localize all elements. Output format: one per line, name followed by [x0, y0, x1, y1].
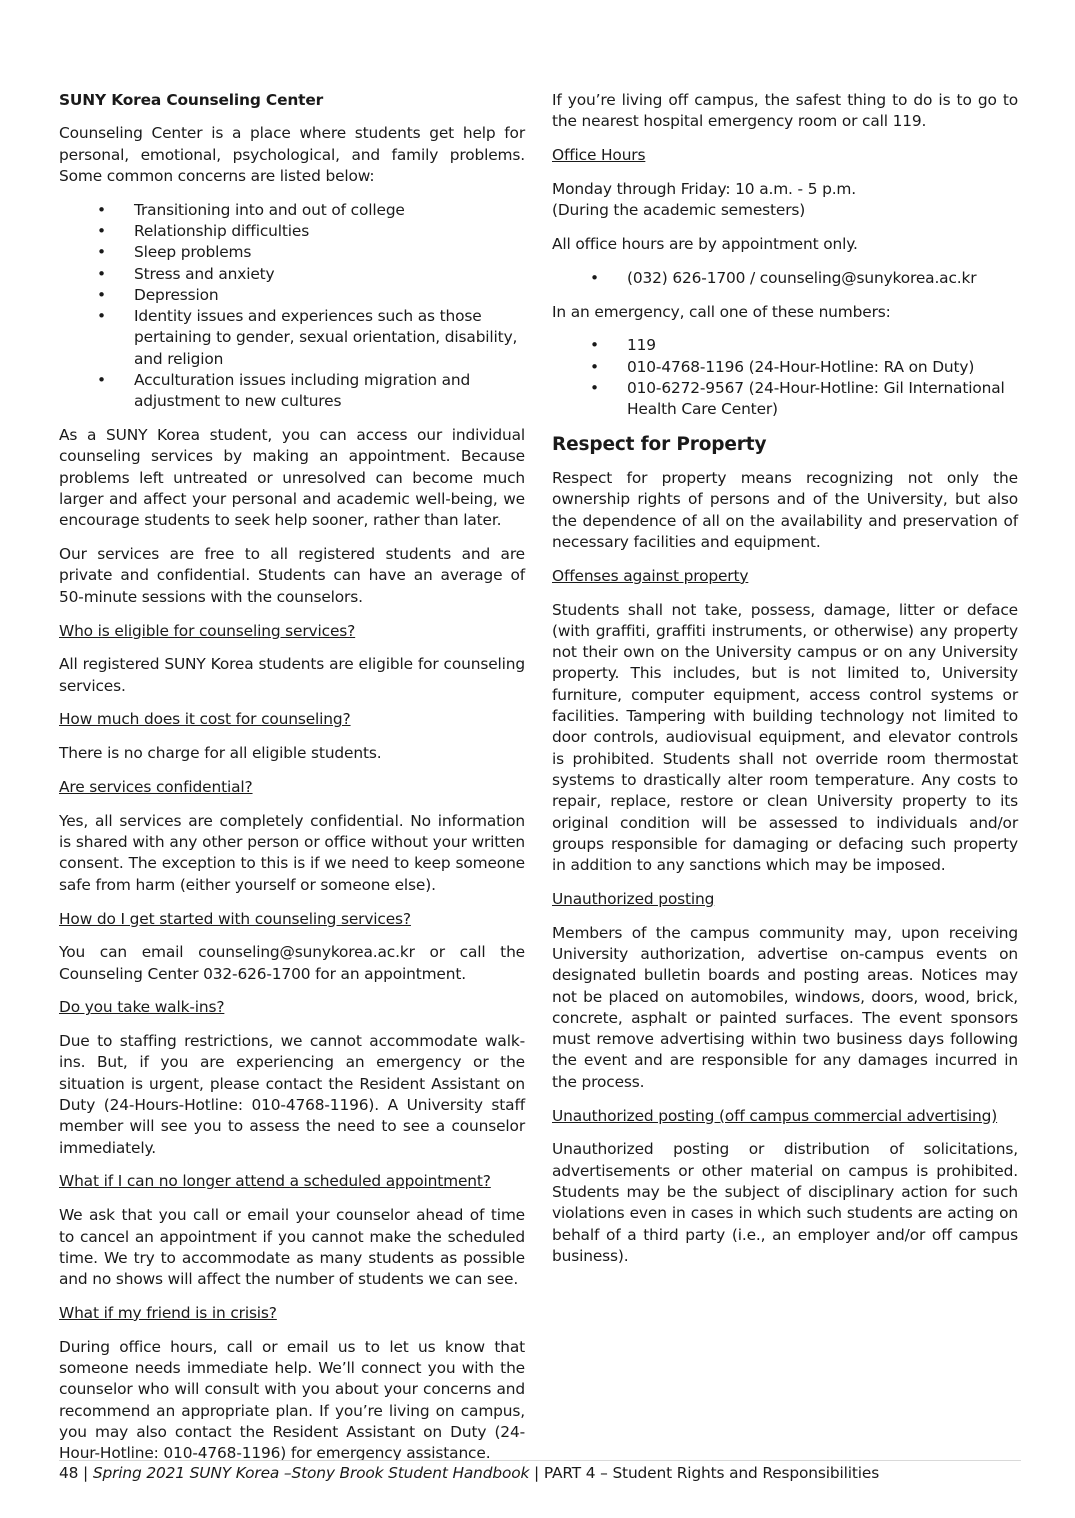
list-item: • Relationship difficulties [59, 221, 525, 242]
faq-answer: All registered SUNY Korea students are eligible for counseling services. [59, 655, 525, 695]
bullet-icon: • [97, 371, 106, 390]
handbook-title: Spring 2021 SUNY Korea –Stony Brook Student Handbook [92, 1464, 530, 1482]
list-item: • Acculturation issues including migration and adjustment to new cultures [97, 371, 471, 411]
faq-answer: We ask that you call or email your counselor ahead of time to cancel an appointment if you cannot make the scheduled time. We try to accommodate as many students as possible and no shows will affect the number of students we can see. [59, 1206, 525, 1289]
bullet-icon: • [590, 268, 599, 287]
commercial-posting-heading: Unauthorized posting (off campus commercial advertising) [552, 1106, 998, 1125]
faq-question: What if I can no longer attend a scheduled appointment? [59, 1172, 491, 1191]
faq-answer: Yes, all services are completely confidential. No information is shared with any other person or office without your written consent. The exception to this is if we need to keep someone safe from harm (either yourself or someone else). [59, 811, 525, 894]
faq-question: What if my friend is in crisis? [59, 1303, 277, 1322]
free-services-paragraph: Our services are free to all registered students and are private and confidential. Students can have an average of 50-minute sessions with the counselors. [59, 545, 525, 606]
left-column [59, 90, 525, 1477]
appointment-note: All office hours are by appointment only. [552, 234, 858, 253]
posting-text: Members of the campus community may, upon receiving University authorization, advertise on-campus events on designated bulletin boards and posting areas. Notices may not be placed on automobiles, windows, doors, wood, brick, concrete, asphalt or painted surfaces. The event sponsors must remove advertising within two business days following the event and are responsible for any damages incurred in the process. [552, 923, 1018, 1091]
counseling-intro: Counseling Center is a place where students get help for personal, emotional, psychological, and family problems. Some common concerns are listed below: [59, 124, 525, 185]
footer-separator: | [529, 1464, 544, 1482]
list-item: • Transitioning into and out of college [59, 200, 525, 221]
right-column [552, 90, 1018, 1280]
footer-separator: | [78, 1464, 93, 1482]
access-paragraph: As a SUNY Korea student, you can access our individual counseling services by making an appointment. Because problems left untreated or unresolved can become much larger and affect your personal and academic well-being, we encourage students to seek help sooner, rather than later. [59, 426, 525, 530]
bullet-icon: • [97, 285, 106, 304]
off-campus-paragraph: If you’re living off campus, the safest thing to do is to go to the nearest hospital emergency room or call 119. [552, 91, 1018, 131]
list-item: • Sleep problems [59, 242, 525, 263]
list-item: • Identity issues and experiences such as those pertaining to gender, sexual orientation, disability, and religion [97, 307, 518, 368]
faq-answer: During office hours, call or email us to let us know that someone needs immediate help. We’ll connect you with the counselor who will consult with you about your concerns and recommend an appropriate plan. If you’re living on campus, you may also contact the Resident Assistant on Duty (24-Hour-Hotline: 010-4768-1196) for emergency assistance. [59, 1337, 525, 1463]
bullet-icon: • [590, 378, 599, 397]
section-title: PART 4 – Student Rights and Responsibilities [543, 1464, 880, 1482]
page-footer [59, 1460, 1021, 1484]
office-hours-heading: Office Hours [552, 146, 646, 165]
emergency-intro: In an emergency, call one of these numbers: [552, 302, 891, 321]
bullet-icon: • [97, 221, 106, 240]
respect-for-property-heading: Respect for Property [552, 434, 767, 456]
list-item: • 010-6272-9567 (24-Hour-Hotline: Gil International Health Care Center) [590, 378, 1005, 419]
offenses-heading: Offenses against property [552, 566, 749, 585]
offenses-text: Students shall not take, possess, damage, litter or deface (with graffiti, graffiti instruments, or otherwise) any property not their own on the University campus or on any University property. This includes, but is not limited to, University furniture, computer equipment, access control systems or facilities. Tampering with building technology not limited to door controls, audiovisual equipment, and elevator controls is prohibited. Students shall not override room thermostat systems to drastically alter room temperature. Any costs to repair, replace, restore or clean University property to its original condition will be assessed to individuals and/or groups responsible for damaging or defacing such property in addition to any sanctions which may be imposed. [552, 600, 1018, 875]
faq-question: How much does it cost for counseling? [59, 710, 351, 729]
list-item: • Stress and anxiety [59, 264, 525, 285]
faq-answer: Due to staffing restrictions, we cannot accommodate walk-ins. But, if you are experiencing an emergency or the situation is urgent, please contact the Resident Assistant on Duty (24-Hours-Hotline: 010-4768-1196). A University staff member will see you to assess the need to see a counselor immediately. [59, 1032, 525, 1157]
posting-heading: Unauthorized posting [552, 889, 715, 908]
property-intro: Respect for property means recognizing not only the ownership rights of persons and of the University, but also the dependence of all on the availability and preservation of necessary facilities and equipment. [552, 469, 1018, 551]
list-item: • (032) 626-1700 / counseling@sunykorea.ac.kr [552, 268, 1018, 289]
bullet-icon: • [97, 243, 106, 262]
list-item: • 119 [552, 335, 1018, 356]
commercial-posting-text: Unauthorized posting or distribution of solicitations, advertisements or other material on campus is prohibited. Students may be the subject of disciplinary action for such violations even in cases in which such students are acting on behalf of a third party (i.e., an employer and/or off campus business). [552, 1140, 1018, 1265]
faq-question: Are services confidential? [59, 778, 253, 797]
faq-answer: You can email counseling@sunykorea.ac.kr or call the Counseling Center 032-626-1700 for an appointment. [59, 943, 525, 983]
faq-question: How do I get started with counseling services? [59, 909, 411, 928]
office-hours-text: Monday through Friday: 10 a.m. - 5 p.m. (During the academic semesters) [552, 179, 857, 220]
faq-question: Who is eligible for counseling services? [59, 621, 356, 640]
bullet-icon: • [97, 264, 106, 283]
faq-question: Do you take walk-ins? [59, 998, 225, 1017]
faq-answer: There is no charge for all eligible students. [59, 744, 382, 763]
list-item: • 010-4768-1196 (24-Hour-Hotline: RA on Duty) [552, 357, 1018, 378]
bullet-icon: • [97, 307, 106, 326]
contact-list [552, 268, 1018, 289]
concerns-list [59, 200, 525, 413]
counseling-center-heading: SUNY Korea Counseling Center [59, 91, 324, 109]
bullet-icon: • [590, 336, 599, 355]
bullet-icon: • [590, 357, 599, 376]
list-item: • Depression [59, 285, 525, 306]
page-number: 48 [59, 1464, 79, 1482]
emergency-numbers-list [552, 335, 1018, 420]
bullet-icon: • [97, 200, 106, 219]
